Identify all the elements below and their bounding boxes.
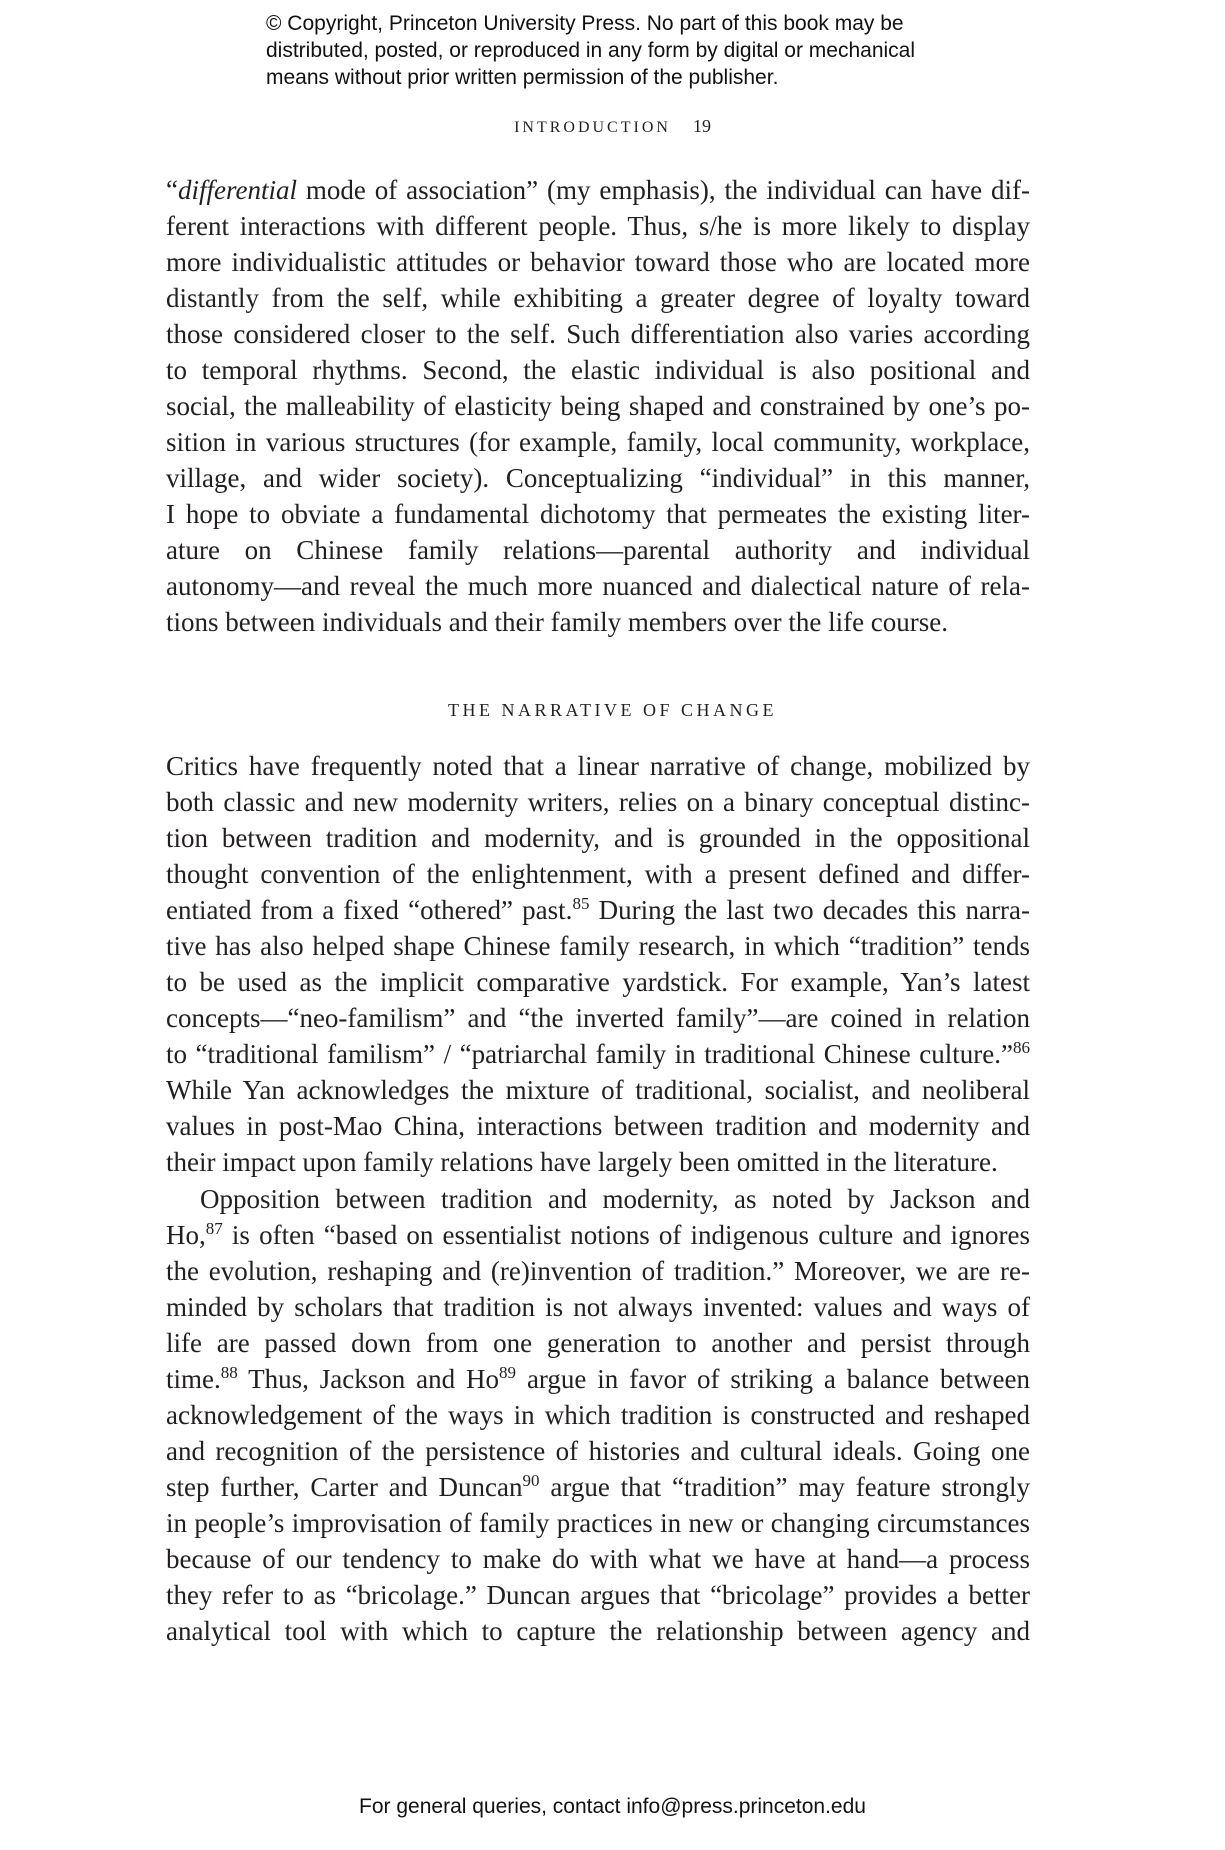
paragraph-line: Critics have frequently noted that a linear narrative of change, mobilized by [166,751,1030,781]
paragraph-line [166,1469,1030,1505]
footnote-marker: 89 [499,1363,517,1382]
paragraph-line: ferent interactions with different people. Thus, s/he is more likely to display [166,211,1030,241]
paragraph-line: Opposition between tradition and modernity, as noted by Jackson and [200,1184,1030,1214]
copyright-line: distributed, posted, or reproduced in any form by digital or mechanical [266,39,916,62]
paragraph-1 [166,172,1030,640]
paragraph-line [166,1217,1030,1253]
paragraph-line: because of our tendency to make do with what we have at hand—a process [166,1544,1030,1574]
paragraph-line: they refer to as “bricolage.” Duncan argues that “bricolage” provides a better [166,1580,1030,1610]
italic-word: differential [177,175,297,205]
paragraph-3 [166,1181,1030,1649]
paragraph-line: social, the malleability of elasticity being shaped and constrained by one’s po- [166,391,1030,421]
paragraph-line: tion between tradition and modernity, and is grounded in the oppositional [166,823,1030,853]
copyright-notice [266,10,1026,91]
section-heading: THE NARRATIVE OF CHANGE [448,700,777,720]
line-text: Ho, [166,1220,206,1250]
paragraph-line: village, and wider society). Conceptualizing “individual” in this manner, [166,463,1030,493]
paragraph-line [166,892,1030,928]
paragraph-2 [166,748,1030,1180]
paragraph-line: distantly from the self, while exhibiting a greater degree of loyalty toward [166,283,1030,313]
paragraph-line [166,1036,1030,1072]
line-text: is often “based on essentialist notions of indigenous culture and ignores [222,1220,1030,1250]
paragraph-line: analytical tool with which to capture the relationship between agency and [166,1616,1030,1646]
paragraph-line: “differential mode of association” (my emphasis), the individual can have dif- [166,175,1030,205]
copyright-line: means without prior written permission of the publisher. [266,66,779,89]
line-text: Thus, Jackson and Ho [237,1364,500,1394]
paragraph-line: tive has also helped shape Chinese family research, in which “tradition” tends [166,931,1030,961]
footnote-marker: 88 [220,1363,238,1382]
paragraph-line: I hope to obviate a fundamental dichotomy that permeates the existing liter- [166,499,1030,529]
footnote-marker: 85 [572,894,590,913]
paragraph-line: both classic and new modernity writers, relies on a binary conceptual distinc- [166,787,1030,817]
footnote-marker: 87 [205,1219,223,1238]
paragraph-line: thought convention of the enlightenment, with a present defined and differ- [166,859,1030,889]
line-text: mode of association” (my emphasis), the individual can have dif- [296,175,1030,205]
paragraph-line: their impact upon family relations have largely been omitted in the literature. [166,1147,998,1177]
running-head [0,116,1225,137]
paragraph-line: those considered closer to the self. Such differentiation also varies according [166,319,1030,349]
paragraph-line: and recognition of the persistence of histories and cultural ideals. Going one [166,1436,1030,1466]
paragraph-line: in people’s improvisation of family practices in new or changing circumstances [166,1508,1030,1538]
copyright-line: © Copyright, Princeton University Press. No part of this book may be [266,12,904,35]
paragraph-line: tions between individuals and their family members over the life course. [166,607,949,637]
paragraph-line: life are passed down from one generation to another and persist through [166,1328,1030,1358]
paragraph-line: sition in various structures (for example, family, local community, workplace, [166,427,1030,457]
paragraph-line: more individualistic attitudes or behavior toward those who are located more [166,247,1030,277]
line-text: argue that “tradition” may feature strongly [539,1472,1030,1502]
paragraph-line: While Yan acknowledges the mixture of traditional, socialist, and neoliberal [166,1075,1030,1105]
footnote-marker: 90 [522,1471,540,1490]
line-text: to “traditional familism” / “patriarchal family in traditional Chinese culture.” [166,1039,1013,1069]
line-text: argue in favor of striking a balance between [516,1364,1030,1394]
paragraph-line: ature on Chinese family relations—parental authority and individual [166,535,1030,565]
page-number: 19 [692,116,711,136]
paragraph-line: the evolution, reshaping and (re)invention of tradition.” Moreover, we are re- [166,1256,1030,1286]
paragraph-line: acknowledgement of the ways in which tradition is constructed and reshaped [166,1400,1030,1430]
running-head-title: INTRODUCTION [514,119,671,136]
paragraph-line: concepts—“neo-familism” and “the inverted family”—are coined in relation [166,1003,1030,1033]
paragraph-line: to be used as the implicit comparative yardstick. For example, Yan’s latest [166,967,1030,997]
paragraph-line: minded by scholars that tradition is not always invented: values and ways of [166,1292,1030,1322]
line-text: entiated from a fixed “othered” past. [166,895,573,925]
footnote-marker: 86 [1013,1038,1030,1057]
line-text: step further, Carter and Duncan [166,1472,523,1502]
paragraph-line: values in post-Mao China, interactions between tradition and modernity and [166,1111,1030,1141]
line-text: time. [166,1364,221,1394]
footer-contact: For general queries, contact info@press.princeton.edu [359,1795,866,1818]
line-text: During the last two decades this narra- [589,895,1030,925]
paragraph-line [166,1361,1030,1397]
paragraph-line: autonomy—and reveal the much more nuanced and dialectical nature of rela- [166,571,1030,601]
paragraph-line: to temporal rhythms. Second, the elastic individual is also positional and [166,355,1030,385]
